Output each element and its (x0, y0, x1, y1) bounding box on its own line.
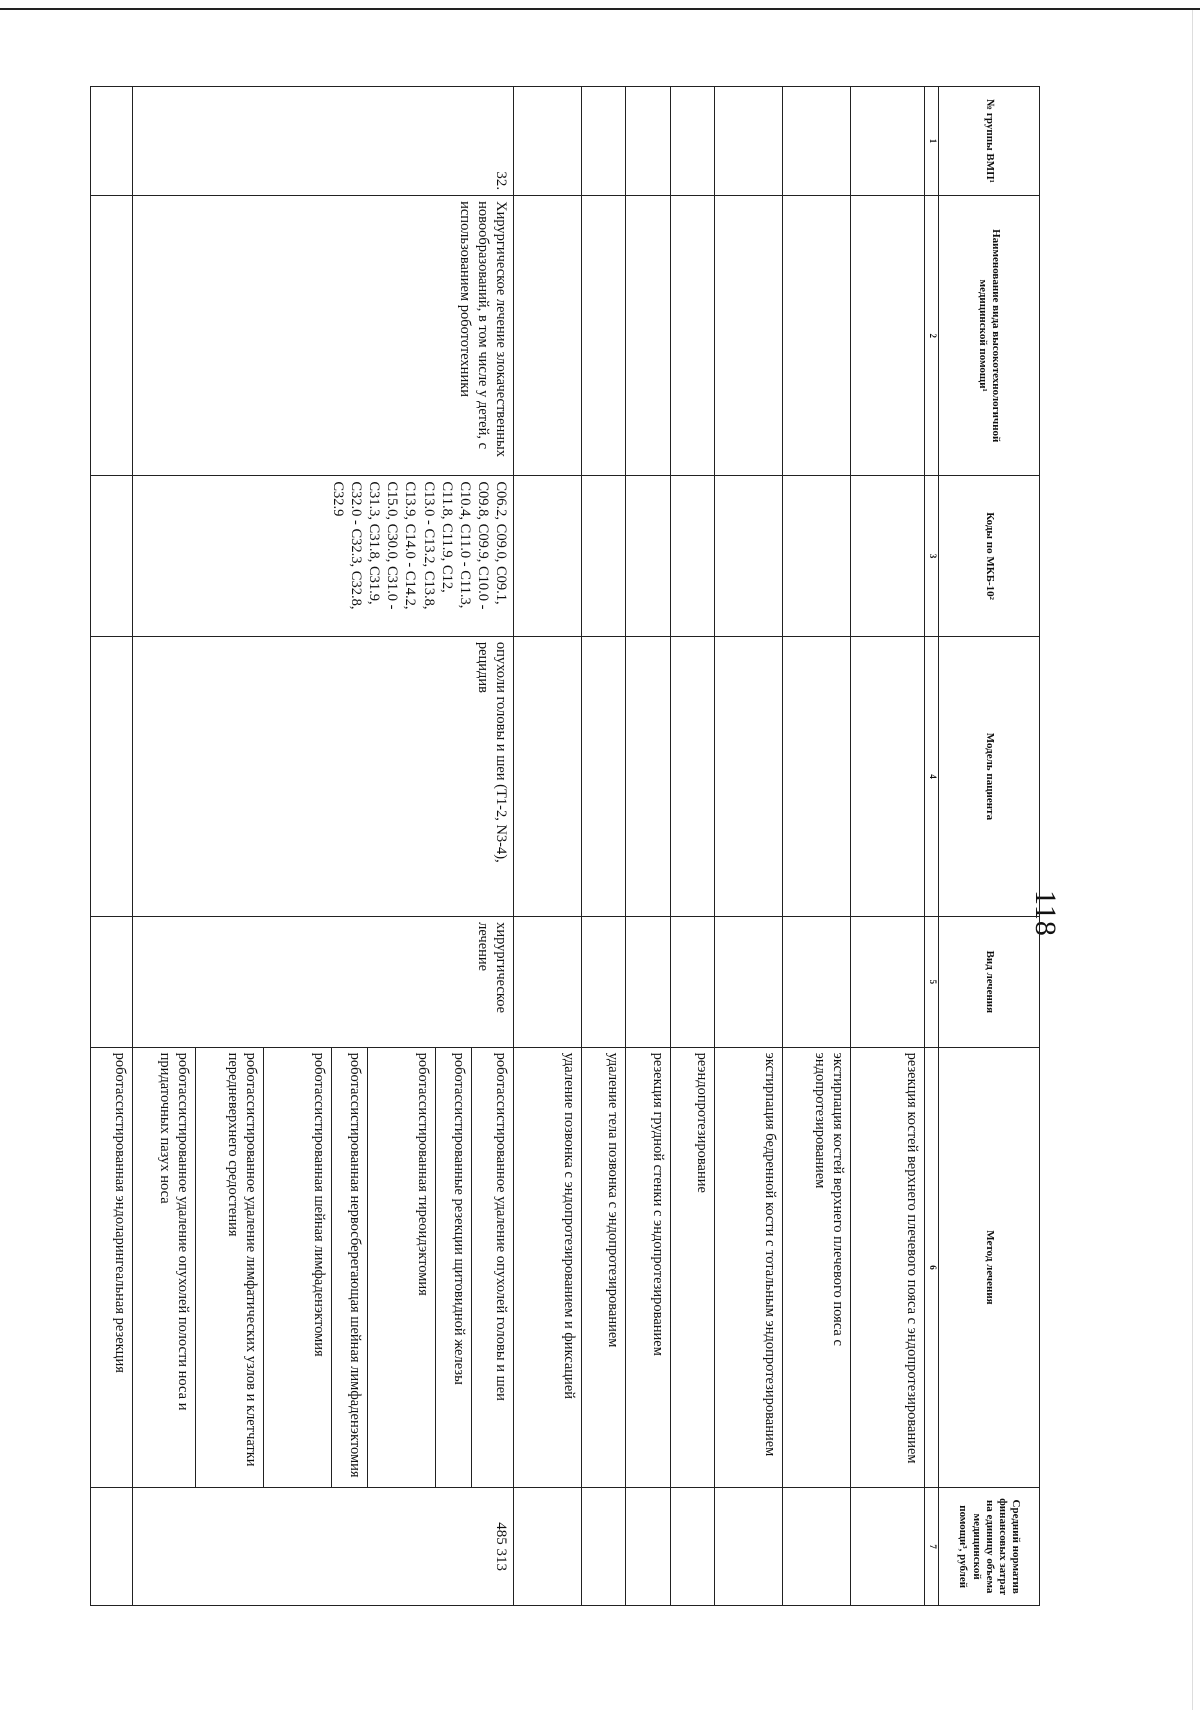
method-cell: экстирпация костей верхнего плечевого пояса с эндопротезированием (782, 1047, 850, 1488)
method-cell: резекция грудной стенки с эндопротезированием (626, 1047, 670, 1488)
header-treatment-type: Вид лечения (939, 917, 1040, 1048)
table-row (715, 87, 783, 1606)
method-cell: роботассистированное удаление опухолей головы и шеи (472, 1047, 514, 1488)
table-row (670, 87, 714, 1606)
header-patient-model: Модель пациента (939, 636, 1040, 916)
method-cell: роботассистированная нервосберегающая шейная лимфаденэктомия (331, 1047, 367, 1488)
table-row (626, 87, 670, 1606)
column-number-row (925, 87, 939, 1606)
header-group-number: № группы ВМП¹ (939, 87, 1040, 196)
method-cell: удаление позвонка с эндопротезированием и фиксацией (514, 1047, 582, 1488)
vmp-name-cell: Хирургическое лечение злокачественных новообразований, в том числе у детей, с использованием робототехники (133, 196, 514, 476)
icd-codes-cell: C06.2, C09.0, C09.1, C09.8, C09.9, C10.0 - C10.4, C11.0 - C11.3, C11.8, C11.9, C12, C13.0 - C13.2, C13.8, C13.9, C14.0 - C14.2, C15.0, C30.0, C31.0 - C31.3, C31.8, C31.9, C32.0 - C32.3, C32.8, C32.9 (133, 476, 514, 636)
header-row (939, 87, 1040, 1606)
group-number-cell: 32. (133, 87, 514, 196)
treatment-type-cell: хирургическое лечение (133, 917, 514, 1048)
header-icd-codes: Коды по МКБ-10² (939, 476, 1040, 636)
table-row (472, 87, 514, 1606)
column-number: 5 (925, 917, 939, 1048)
right-edge-line (1192, 10, 1193, 1710)
method-cell: реэндопротезирование (670, 1047, 714, 1488)
vmp-table (90, 86, 1040, 1606)
header-average-cost: Средний норматив финансовых затрат на единицу объема медицинской помощи³, рублей (939, 1488, 1040, 1606)
method-cell: роботассистированная тиреоидэктомия (368, 1047, 436, 1488)
column-number: 4 (925, 636, 939, 916)
header-vmp-name: Наименование вида высокотехнологичной медицинской помощи¹ (939, 196, 1040, 476)
top-border-line (0, 8, 1200, 10)
method-cell: роботассистированная эндоларингеальная резекция (91, 1047, 133, 1488)
method-cell: роботассистированная шейная лимфаденэктомия (264, 1047, 332, 1488)
table-row (514, 87, 582, 1606)
column-number: 3 (925, 476, 939, 636)
column-number: 6 (925, 1047, 939, 1488)
table-row (782, 87, 850, 1606)
method-cell: роботассистированное удаление лимфатических узлов и клетчатки передневерхнего средостения (196, 1047, 264, 1488)
table-row (581, 87, 625, 1606)
column-number: 1 (925, 87, 939, 196)
average-cost-cell: 485 313 (133, 1488, 514, 1606)
method-cell: экстирпация бедренной кости с тотальным эндопротезированием (715, 1047, 783, 1488)
header-treatment-method: Метод лечения (939, 1047, 1040, 1488)
column-number: 2 (925, 196, 939, 476)
table-row (91, 87, 133, 1606)
method-cell: роботассистированное удаление опухолей полости носа и придаточных пазух носа (133, 1047, 196, 1488)
column-number: 7 (925, 1488, 939, 1606)
method-cell: резекция костей верхнего плечевого пояса с эндопротезированием (850, 1047, 925, 1488)
table-row (850, 87, 925, 1606)
rotated-table-container (90, 86, 1040, 1606)
patient-model-cell: опухоли головы и шеи (T1-2, N3-4), рецидив (133, 636, 514, 916)
page-number: 118 (1029, 890, 1062, 937)
method-cell: роботассистированные резекции щитовидной железы (435, 1047, 471, 1488)
method-cell: удаление тела позвонка с эндопротезированием (581, 1047, 625, 1488)
